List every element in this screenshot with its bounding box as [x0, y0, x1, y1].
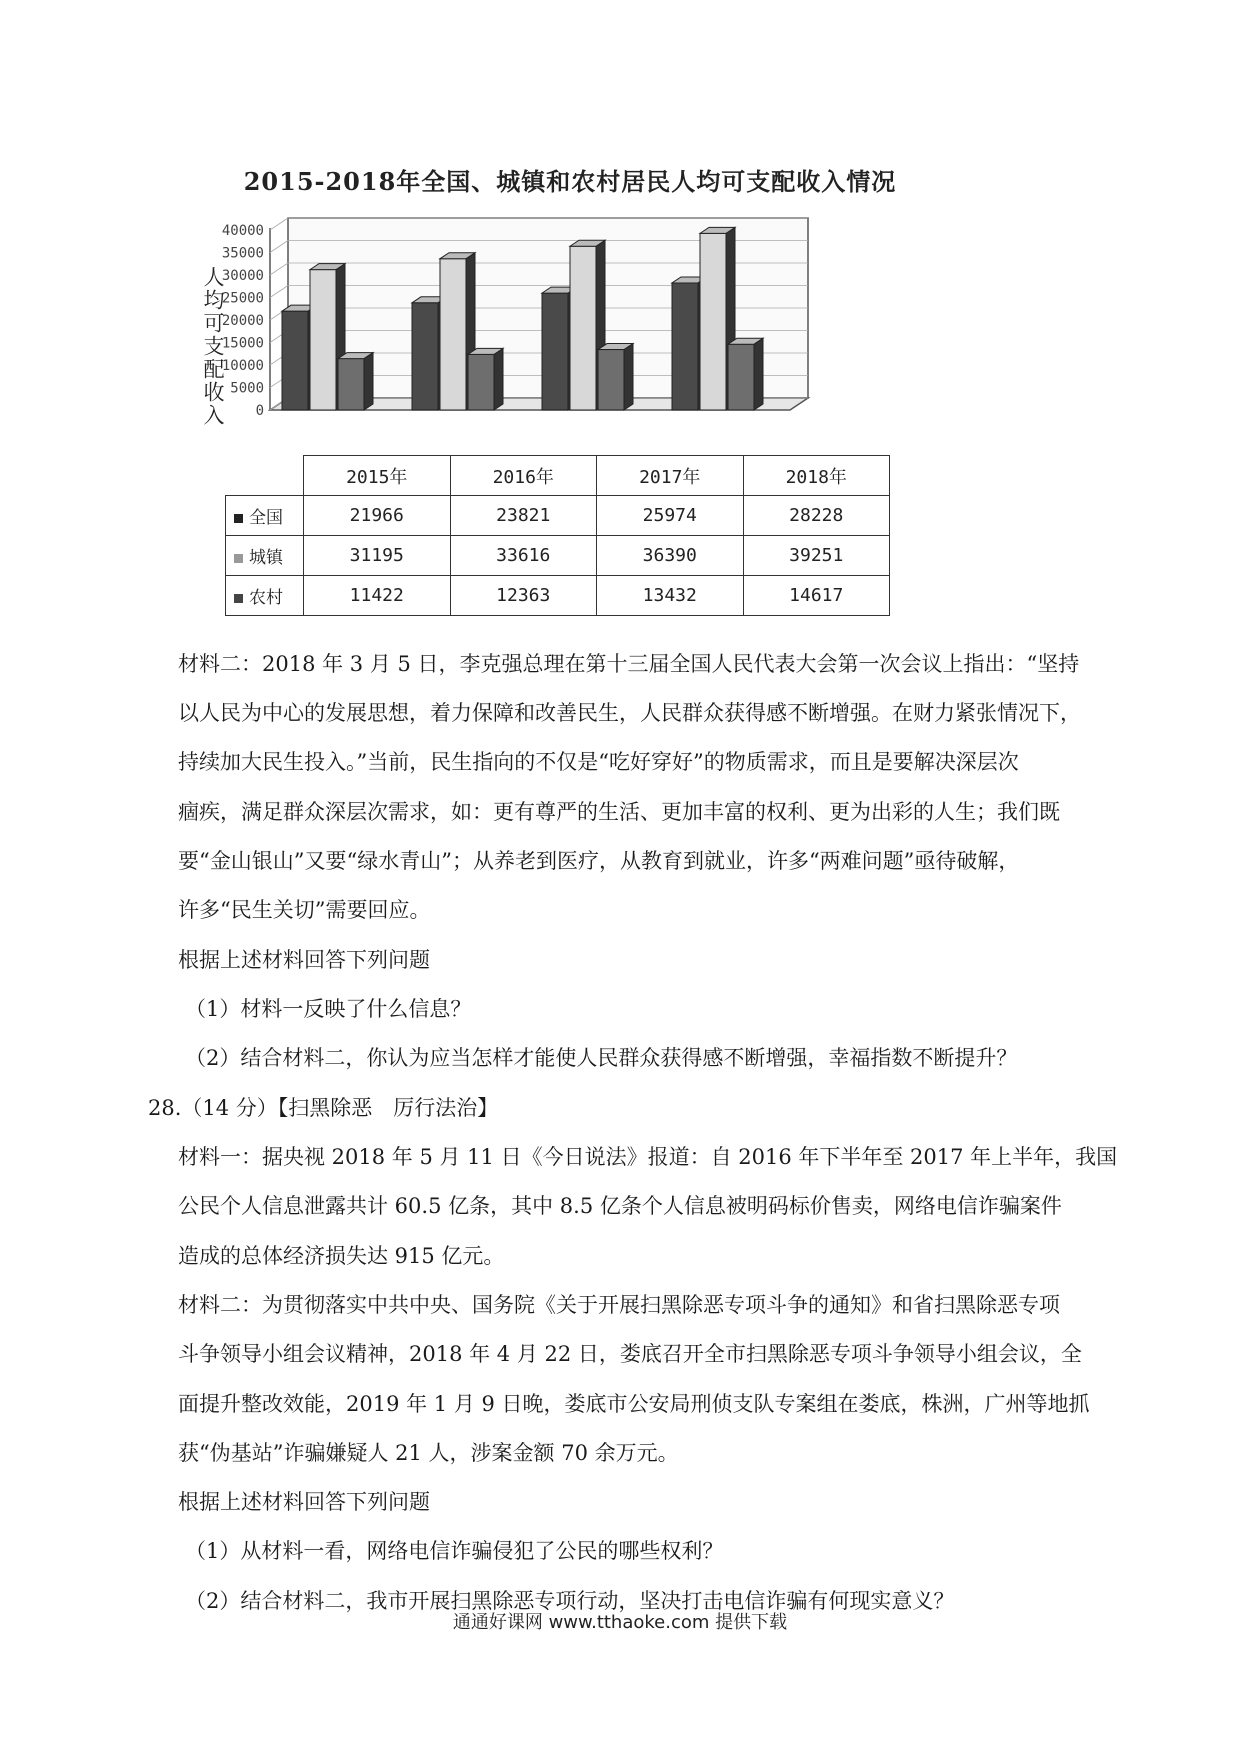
- chart-y-tick-label: 0: [255, 403, 264, 419]
- chart-bar-side: [624, 344, 633, 410]
- chart-y-tick-label: 30000: [221, 268, 264, 284]
- chart-bar: [338, 359, 364, 410]
- table-cell: 36390: [597, 536, 744, 576]
- table-cell: 39251: [743, 536, 890, 576]
- chart-bar: [598, 350, 624, 410]
- chart-bar: [282, 311, 308, 410]
- chart-bar: [728, 344, 754, 410]
- table-header-row: [226, 456, 890, 496]
- table-cell: 13432: [597, 576, 744, 616]
- chart-bar: [440, 259, 466, 410]
- q28-material2-line: 材料二：为贯彻落实中共中央、国务院《关于开展扫黑除恶专项斗争的通知》和省扫黑除恶专项: [178, 1293, 1060, 1317]
- table-cell: 33616: [450, 536, 597, 576]
- question-intro: 根据上述材料回答下列问题: [178, 948, 430, 972]
- chart-bar: [672, 283, 698, 410]
- question-28-2: （2）结合材料二，我市开展扫黑除恶专项行动，坚决打击电信诈骗有何现实意义？: [185, 1589, 955, 1613]
- question-27-1: （1）材料一反映了什么信息？: [185, 997, 472, 1021]
- chart-bar: [570, 246, 596, 410]
- chart-gridline-side: [270, 241, 288, 253]
- chart-gridline-side: [270, 286, 288, 298]
- chart-title: 2015-2018年全国、城镇和农村居民人均可支配收入情况: [243, 167, 897, 196]
- table-cell: 31195: [304, 536, 451, 576]
- income-chart: [201, 150, 930, 620]
- legend-swatch-urban: [234, 554, 243, 563]
- material2-line: 以人民为中心的发展思想，着力保障和改善民生，人民群众获得感不断增强。在财力紧张情况下，: [178, 701, 1081, 725]
- table-row: [226, 536, 890, 576]
- chart-y-tick-label: 5000: [230, 380, 264, 397]
- q28-material2-line: 斗争领导小组会议精神，2018 年 4 月 22 日，娄底召开全市扫黑除恶专项斗争领导小组会议，全: [178, 1342, 1082, 1366]
- q28-material1-line: 造成的总体经济损失达 915 亿元。: [178, 1244, 505, 1268]
- table-header-cell: 2015年: [304, 456, 451, 496]
- row-label-text: 农村: [249, 588, 283, 608]
- table-cell: 12363: [450, 576, 597, 616]
- chart-bar-side: [364, 353, 373, 410]
- footer-credit: 通通好课网 www.tthaoke.com 提供下载: [452, 1612, 788, 1633]
- legend-swatch-rural: [234, 594, 243, 603]
- table-cell: 23821: [450, 496, 597, 536]
- chart-gridline-side: [270, 218, 288, 230]
- q28-material2-line: 获“伪基站”诈骗嫌疑人 21 人，涉案金额 70 余万元。: [178, 1441, 679, 1465]
- table-header-cell: 2017年: [597, 456, 744, 496]
- chart-bar: [700, 233, 726, 410]
- chart-y-tick-label: 35000: [221, 245, 264, 262]
- chart-bar: [468, 354, 494, 410]
- q28-material2-line: 面提升整改效能，2019 年 1 月 9 日晚，娄底市公安局刑侦支队专案组在娄底，株洲，广州等地抓: [178, 1392, 1090, 1416]
- row-label-text: 城镇: [249, 548, 283, 568]
- chart-y-tick-label: 10000: [221, 358, 264, 374]
- chart-y-axis-label: 人均可支配收入: [201, 265, 225, 427]
- table-row-label: [226, 496, 304, 536]
- material2-line: 许多“民生关切”需要回应。: [178, 898, 431, 922]
- table-corner: [226, 456, 304, 496]
- chart-bar: [412, 303, 438, 410]
- table-row-label: [226, 536, 304, 576]
- chart-y-tick-label: 25000: [221, 290, 264, 307]
- question-27-2: （2）结合材料二，你认为应当怎样才能使人民群众获得感不断增强，幸福指数不断提升？: [185, 1046, 1018, 1070]
- material2-line: 持续加大民生投入。”当前，民生指向的不仅是“吃好穿好”的物质需求，而且是要解决深层次: [178, 750, 1019, 774]
- table-row: [226, 496, 890, 536]
- table-row: [226, 576, 890, 616]
- table-cell: 11422: [304, 576, 451, 616]
- chart-y-tick-label: 15000: [221, 335, 264, 352]
- chart-plot: [210, 210, 930, 460]
- q28-material1-line: 公民个人信息泄露共计 60.5 亿条，其中 8.5 亿条个人信息被明码标价售卖，网络电信诈骗案件: [178, 1194, 1062, 1218]
- table-cell: 14617: [743, 576, 890, 616]
- legend-swatch-national: [234, 514, 243, 523]
- material2-line: 材料二：2018 年 3 月 5 日，李克强总理在第十三届全国人民代表大会第一次会议上指出：“坚持: [178, 652, 1080, 676]
- table-cell: 25974: [597, 496, 744, 536]
- table-header-cell: 2016年: [450, 456, 597, 496]
- chart-bar: [310, 270, 336, 410]
- chart-bar-side: [494, 348, 503, 410]
- row-label-text: 全国: [249, 508, 283, 528]
- table-row-label: [226, 576, 304, 616]
- chart-y-tick-label: 40000: [221, 223, 264, 239]
- chart-bar-side: [754, 338, 763, 410]
- chart-data-table: [225, 455, 890, 616]
- question-28-1: （1）从材料一看，网络电信诈骗侵犯了公民的哪些权利？: [185, 1539, 724, 1563]
- table-cell: 28228: [743, 496, 890, 536]
- q28-material1-line: 材料一：据央视 2018 年 5 月 11 日《今日说法》报道：自 2016 年下半年至 2017 年上半年，我国: [178, 1145, 1118, 1169]
- chart-bar: [542, 293, 568, 410]
- question-28-heading: 28.（14 分）【扫黑除恶 厉行法治】: [148, 1096, 499, 1120]
- material2-line: 痼疾，满足群众深层次需求，如：更有尊严的生活、更加丰富的权利、更为出彩的人生；我们既: [178, 800, 1060, 824]
- chart-y-tick-label: 20000: [221, 313, 264, 329]
- table-header-cell: 2018年: [743, 456, 890, 496]
- question-intro: 根据上述材料回答下列问题: [178, 1490, 430, 1514]
- table-cell: 21966: [304, 496, 451, 536]
- material2-line: 要“金山银山”又要“绿水青山”；从养老到医疗，从教育到就业，许多“两难问题”亟待破解，: [178, 849, 1020, 873]
- chart-gridline-side: [270, 263, 288, 275]
